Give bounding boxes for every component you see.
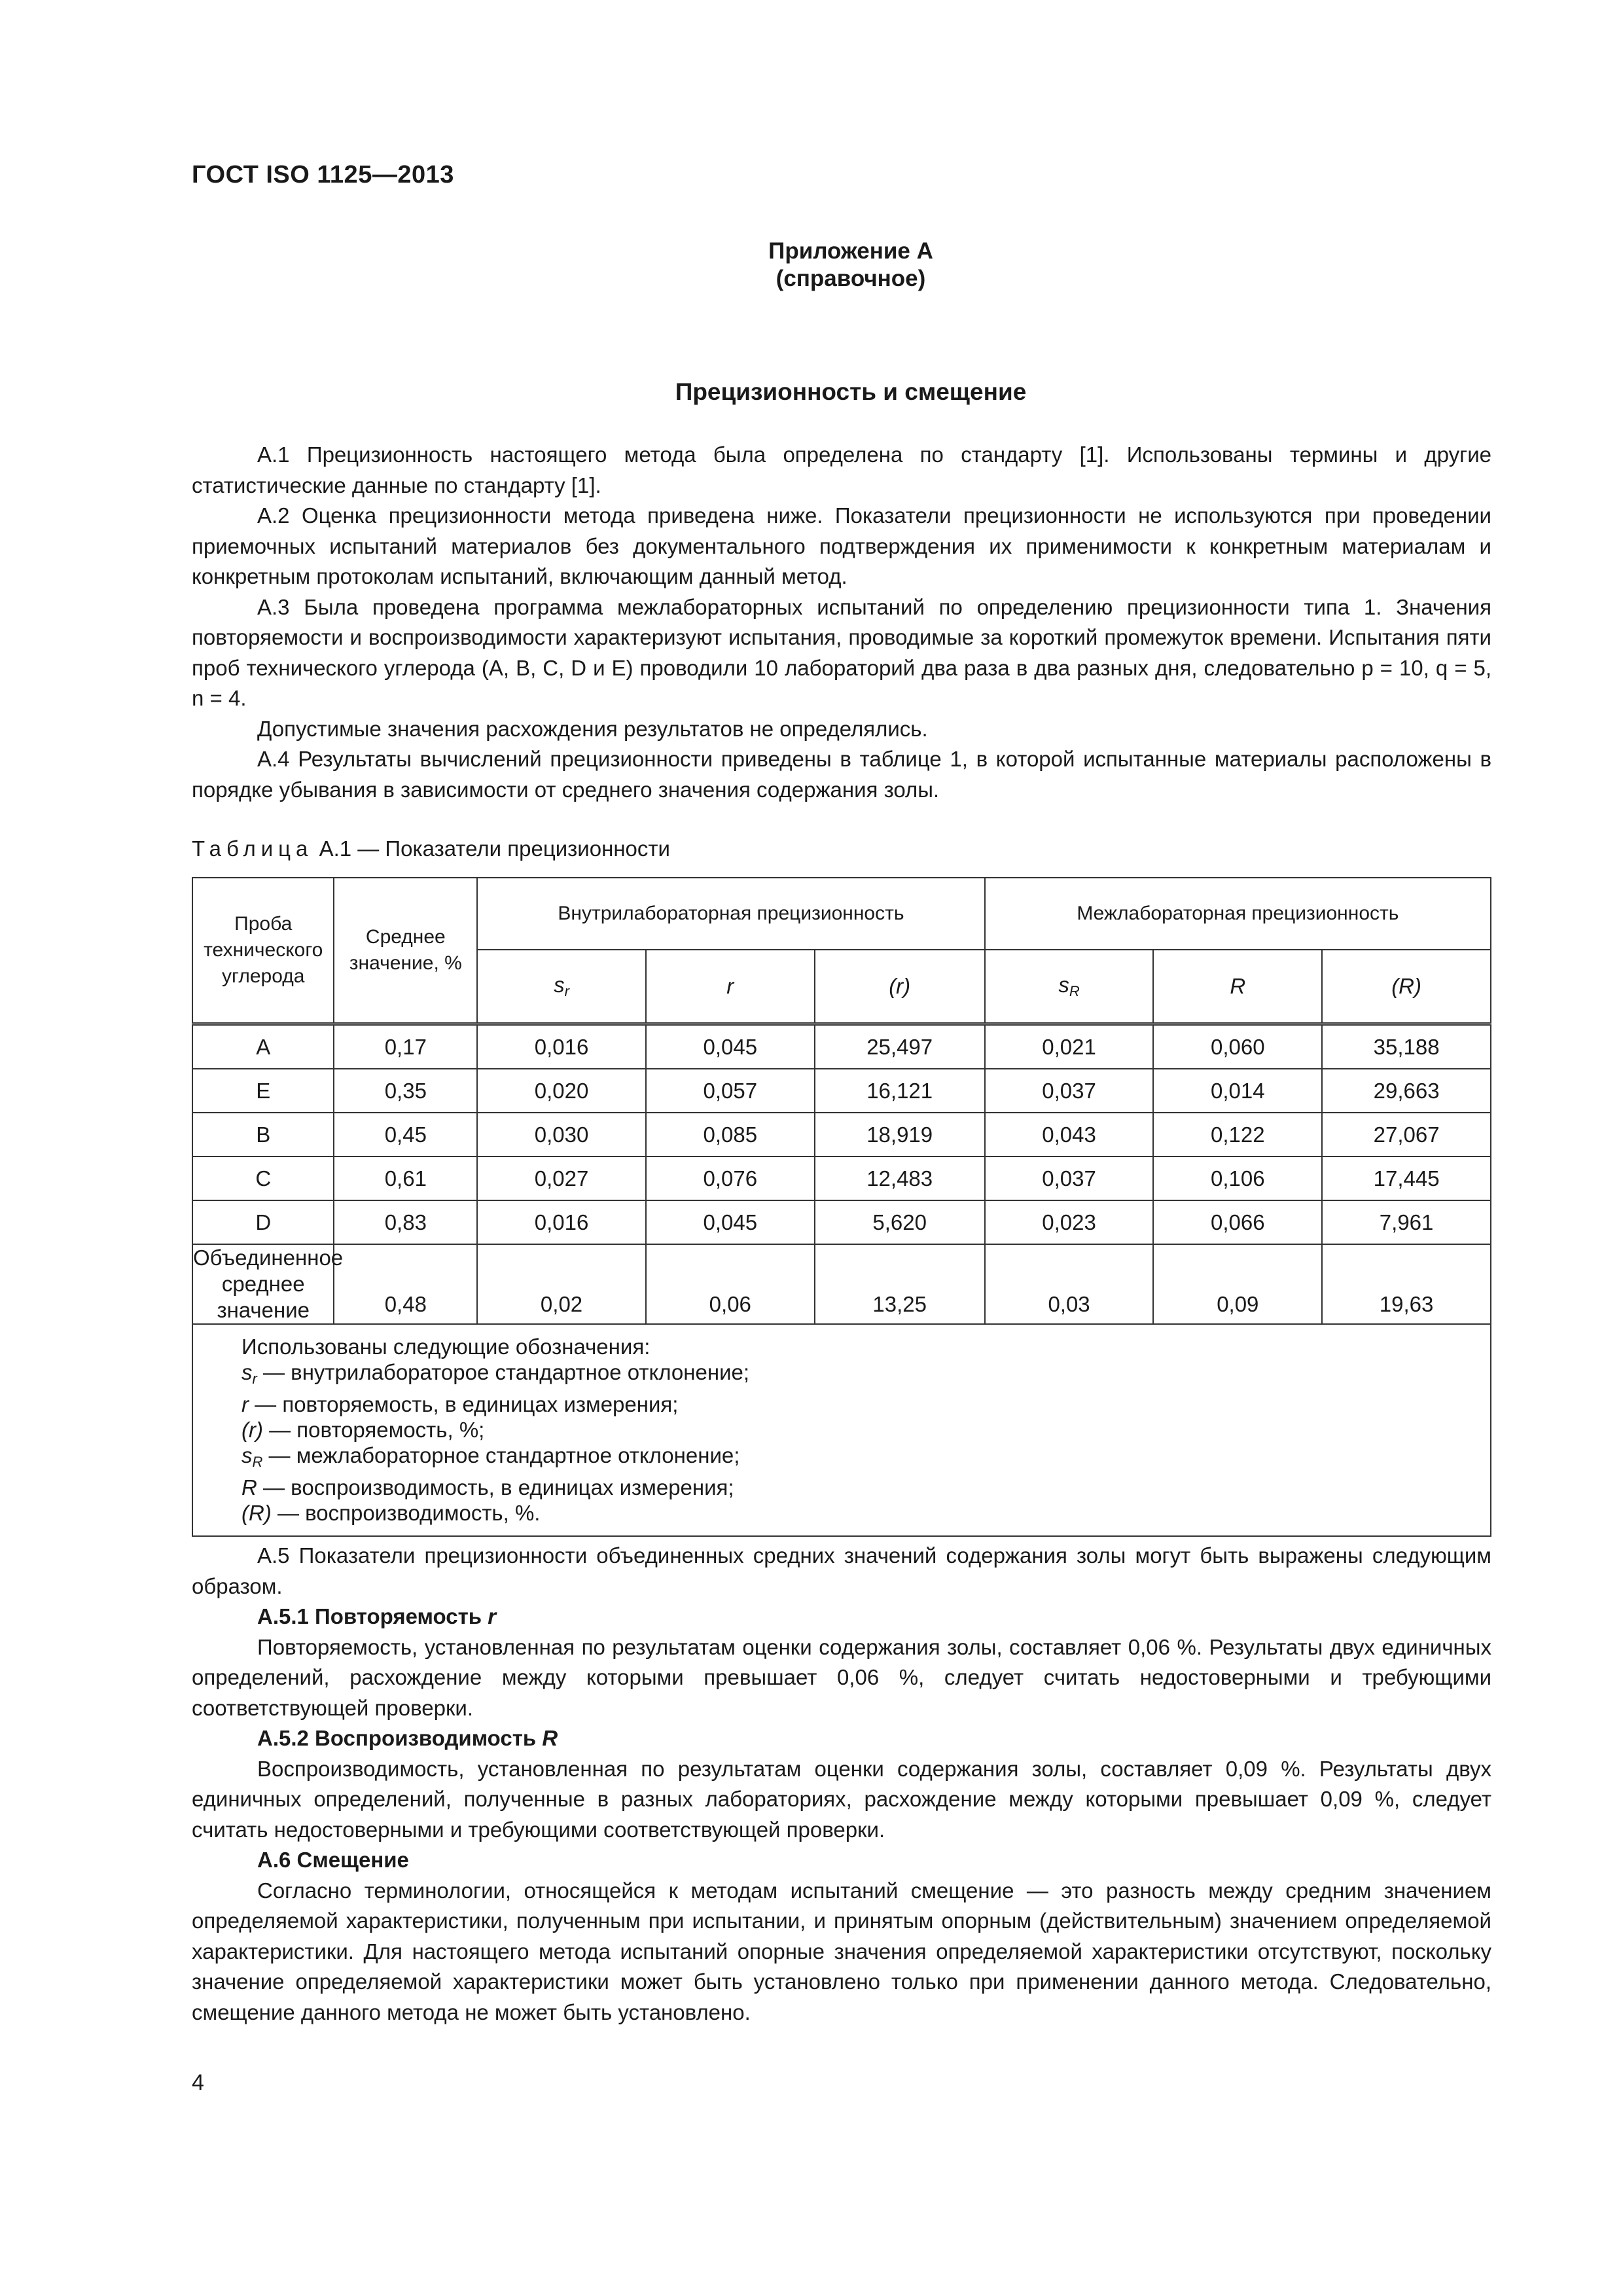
legend-item (241, 1443, 1490, 1475)
table-caption-text: А.1 — Показатели прецизионности (319, 836, 670, 861)
cell-R-percent: 27,067 (1322, 1113, 1491, 1157)
cell-sR: 0,037 (985, 1157, 1154, 1200)
cell-sample: D (192, 1200, 334, 1244)
cell-r-percent: 13,25 (815, 1244, 985, 1324)
legend-item (241, 1475, 1490, 1500)
header-between-lab: Межлабораторная прецизионность (985, 878, 1491, 950)
legend-item (241, 1500, 1490, 1526)
table-row (192, 1157, 1491, 1200)
header-sr (477, 950, 646, 1024)
legend-symbol: R (241, 1475, 257, 1499)
heading-a5-1-text: А.5.1 Повторяемость (257, 1604, 488, 1628)
annex-subtitle: (справочное) (776, 266, 926, 291)
heading-a5-2-symbol: R (542, 1726, 558, 1750)
paragraph-tolerance: Допустимые значения расхождения результатов не определялись. (257, 716, 928, 741)
cell-R-percent: 35,188 (1322, 1024, 1491, 1069)
cell-r-percent: 12,483 (815, 1157, 985, 1200)
header-sR-sub: R (1069, 983, 1080, 999)
cell-r: 0,045 (646, 1024, 815, 1069)
cell-r-percent: 18,919 (815, 1113, 985, 1157)
table-row (192, 1200, 1491, 1244)
table-caption (192, 836, 670, 861)
legend-item (241, 1417, 1490, 1443)
cell-mean: 0,83 (334, 1200, 477, 1244)
closing-paragraphs (192, 1541, 1491, 2028)
cell-r-percent: 5,620 (815, 1200, 985, 1244)
header-sR (985, 950, 1154, 1024)
heading-a6: А.6 Смещение (257, 1848, 409, 1872)
legend-text: — повторяемость, в единицах измерения; (249, 1392, 679, 1416)
cell-R-percent: 29,663 (1322, 1069, 1491, 1113)
combined-label-line2: среднее значение (217, 1272, 310, 1322)
cell-sR: 0,043 (985, 1113, 1154, 1157)
legend-item (241, 1391, 1490, 1417)
cell-R-percent: 17,445 (1322, 1157, 1491, 1200)
table-caption-prefix: Таблица (192, 836, 313, 861)
legend-symbol: s (241, 1360, 253, 1384)
header-r-percent: (r) (815, 950, 985, 1024)
cell-r: 0,076 (646, 1157, 815, 1200)
cell-mean: 0,61 (334, 1157, 477, 1200)
header-within-lab: Внутрилабораторная прецизионность (477, 878, 985, 950)
cell-sample: Е (192, 1069, 334, 1113)
cell-R: 0,09 (1153, 1244, 1322, 1324)
header-r: r (646, 950, 815, 1024)
cell-mean: 0,45 (334, 1113, 477, 1157)
cell-R: 0,122 (1153, 1113, 1322, 1157)
cell-r: 0,045 (646, 1200, 815, 1244)
heading-a5-2-text: А.5.2 Воспроизводимость (257, 1726, 543, 1750)
section-title: Прецизионность и смещение (675, 378, 1027, 405)
paragraph-a5-2: Воспроизводимость, установленная по результатам оценки содержания золы, составляет 0,09 %. Результаты двух единичных определений, полученные в разных лабораториях, расхождение между которыми превышает 0,09 %, следует считать недостоверными и требующими соответствующей проверки. (192, 1756, 1491, 1842)
cell-sR: 0,03 (985, 1244, 1154, 1324)
cell-sr: 0,016 (477, 1024, 646, 1069)
header-R: R (1153, 950, 1322, 1024)
page-number: 4 (192, 2070, 204, 2095)
paragraph-a3: А.3 Была проведена программа межлабораторных испытаний по определению прецизионности типа 1. Значения повторяемости и воспроизводимости характеризуют испытания, проводимые за короткий промежуток времени. Испытания пяти проб технического углерода (А, В, С, D и Е) проводили 10 лабораторий два раза в два разных дня, следовательно p = 10, q = 5, n = 4. (192, 594, 1491, 710)
paragraph-a5-1: Повторяемость, установленная по результатам оценки содержания золы, составляет 0,06 %. Результаты двух единичных определений, расхождение между которыми превышает 0,06 %, следует считать недостоверными и требующими соответствующей проверки. (192, 1634, 1491, 1720)
legend-symbol-sub: r (252, 1371, 257, 1387)
cell-sample: А (192, 1024, 334, 1069)
paragraph-a6: Согласно терминологии, относящейся к методам испытаний смещение — это разность между средним значением определяемой характеристики, полученным при испытании, и принятым опорным (действительным) значением определяемой характеристики. Для настоящего метода испытаний опорные значения определяемой характеристики отсутствуют, поскольку значение определяемой характеристики может быть установлено только при применении данного метода. Следовательно, смещение данного метода не может быть установлено. (192, 1878, 1491, 2024)
header-mean: Среднее значение, % (334, 878, 477, 1024)
legend-symbol-sub: R (252, 1454, 263, 1470)
cell-R: 0,014 (1153, 1069, 1322, 1113)
cell-sR: 0,023 (985, 1200, 1154, 1244)
cell-r-percent: 16,121 (815, 1069, 985, 1113)
legend-text: — воспроизводимость, %. (271, 1501, 541, 1525)
cell-r-percent: 25,497 (815, 1024, 985, 1069)
annex-title: Приложение А (768, 238, 933, 264)
heading-a5-2 (192, 1723, 1491, 1754)
cell-mean: 0,17 (334, 1024, 477, 1069)
cell-combined-label (192, 1244, 344, 1324)
intro-paragraphs (192, 440, 1491, 805)
cell-mean: 0,35 (334, 1069, 477, 1113)
cell-sR: 0,021 (985, 1024, 1154, 1069)
table-row (192, 1024, 1491, 1069)
cell-sample: В (192, 1113, 334, 1157)
cell-sample: С (192, 1157, 334, 1200)
legend-item (241, 1359, 1490, 1391)
legend-symbol: s (241, 1443, 253, 1467)
table-legend (192, 1324, 1491, 1536)
cell-R-percent: 19,63 (1322, 1244, 1491, 1324)
precision-table (192, 877, 1491, 1537)
table-row (192, 1069, 1491, 1113)
legend-intro: Использованы следующие обозначения: (241, 1335, 651, 1359)
cell-sr: 0,016 (477, 1200, 646, 1244)
cell-R: 0,106 (1153, 1157, 1322, 1200)
cell-R: 0,066 (1153, 1200, 1322, 1244)
heading-a5-1-symbol: r (488, 1604, 497, 1628)
table-row (192, 1113, 1491, 1157)
document-header: ГОСТ ISO 1125—2013 (192, 161, 454, 188)
paragraph-a5: А.5 Показатели прецизионности объединенных средних значений содержания золы могут быть выражены следующим образом. (192, 1543, 1491, 1598)
legend-text: — межлабораторное стандартное отклонение; (262, 1443, 740, 1467)
header-sr-symbol: s (554, 973, 565, 997)
legend-symbol: (r) (241, 1418, 263, 1442)
legend-symbol: r (241, 1392, 249, 1416)
cell-r: 0,085 (646, 1113, 815, 1157)
legend-symbol: (R) (241, 1501, 272, 1525)
paragraph-a2: А.2 Оценка прецизионности метода приведена ниже. Показатели прецизионности не используются при проведении приемочных испытаний материалов без документального подтверждения их применимости к конкретным материалам и конкретным протоколам испытаний, включающим данный метод. (192, 503, 1491, 588)
cell-mean: 0,48 (334, 1244, 477, 1324)
paragraph-a1: А.1 Прецизионность настоящего метода была определена по стандарту [1]. Использованы термины и другие статистические данные по стандарту [1]. (192, 442, 1491, 497)
cell-R: 0,060 (1153, 1024, 1322, 1069)
legend-text: — воспроизводимость, в единицах измерения; (257, 1475, 734, 1499)
header-sR-symbol: s (1058, 973, 1069, 997)
cell-sr: 0,020 (477, 1069, 646, 1113)
header-sr-sub: r (564, 983, 569, 999)
header-R-percent: (R) (1322, 950, 1491, 1024)
cell-sr: 0,030 (477, 1113, 646, 1157)
cell-r: 0,057 (646, 1069, 815, 1113)
legend-text: — повторяемость, %; (262, 1418, 485, 1442)
cell-R-percent: 7,961 (1322, 1200, 1491, 1244)
combined-label-line1: Объединенное (193, 1246, 344, 1270)
cell-sr: 0,027 (477, 1157, 646, 1200)
header-sample: Проба технического углерода (192, 878, 334, 1024)
cell-r: 0,06 (646, 1244, 815, 1324)
legend-text: — внутрилабораторое стандартное отклонение; (257, 1360, 750, 1384)
heading-a5-1 (192, 1602, 1491, 1632)
paragraph-a4: А.4 Результаты вычислений прецизионности приведены в таблице 1, в которой испытанные материалы расположены в порядке убывания в зависимости от среднего значения содержания золы. (192, 747, 1491, 802)
cell-sR: 0,037 (985, 1069, 1154, 1113)
table-row-combined (192, 1244, 1491, 1324)
cell-sr: 0,02 (477, 1244, 646, 1324)
